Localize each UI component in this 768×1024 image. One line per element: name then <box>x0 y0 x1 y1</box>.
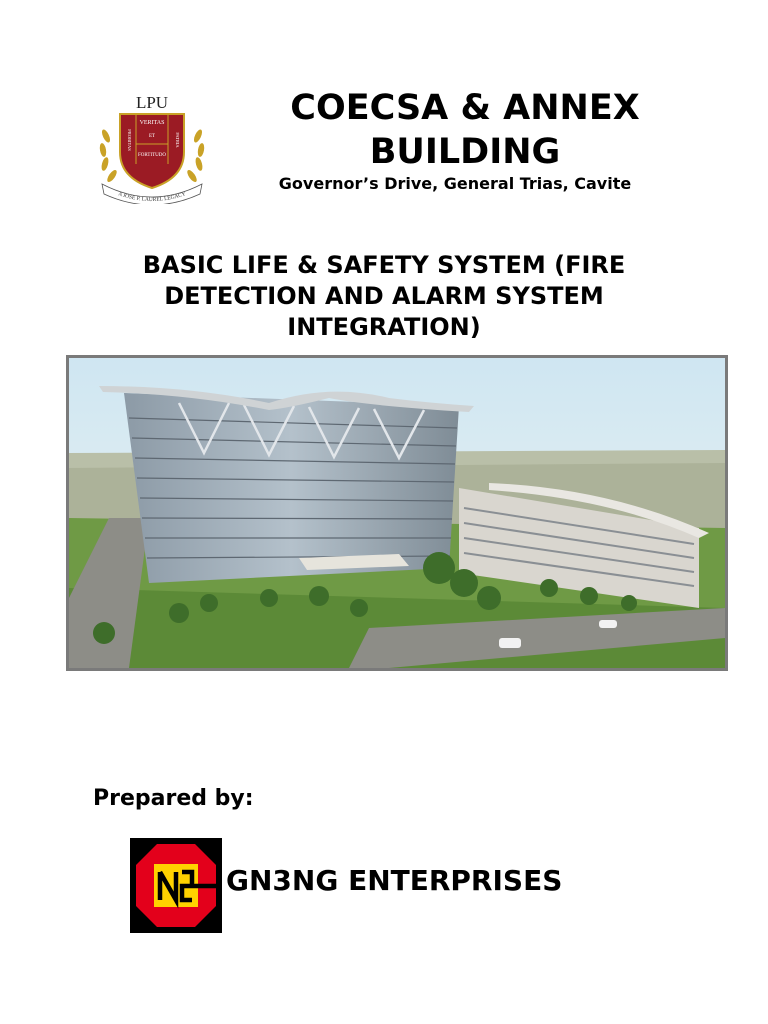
lpu-logo <box>96 92 208 204</box>
document-title: COECSA & ANNEX BUILDING <box>290 88 640 172</box>
document-subtitle: BASIC LIFE & SAFETY SYSTEM (FIRE DETECTION AND ALARM SYSTEM INTEGRATION) <box>142 251 626 341</box>
company-name: GN3NG ENTERPRISES <box>226 864 563 897</box>
shield-text-probitas: PROBITAS <box>127 129 132 151</box>
building-illustration <box>69 358 725 668</box>
shield-text-et: ET <box>148 134 156 139</box>
lpu-logo-acronym: LPU <box>135 93 169 112</box>
shield-text-patria: PATRIA <box>175 132 180 148</box>
document-address: Governor’s Drive, General Trias, Cavite <box>278 174 632 193</box>
shield-text-veritas: VERITAS <box>139 120 165 126</box>
ribbon-text: A JOSE P. LAUREL LEGACY <box>117 191 187 204</box>
gn3ng-logo <box>130 838 222 933</box>
prepared-by-label: Prepared by: <box>93 786 254 811</box>
building-rendering <box>66 355 728 671</box>
shield-text-fortitudo: FORTITUDO <box>137 153 167 158</box>
